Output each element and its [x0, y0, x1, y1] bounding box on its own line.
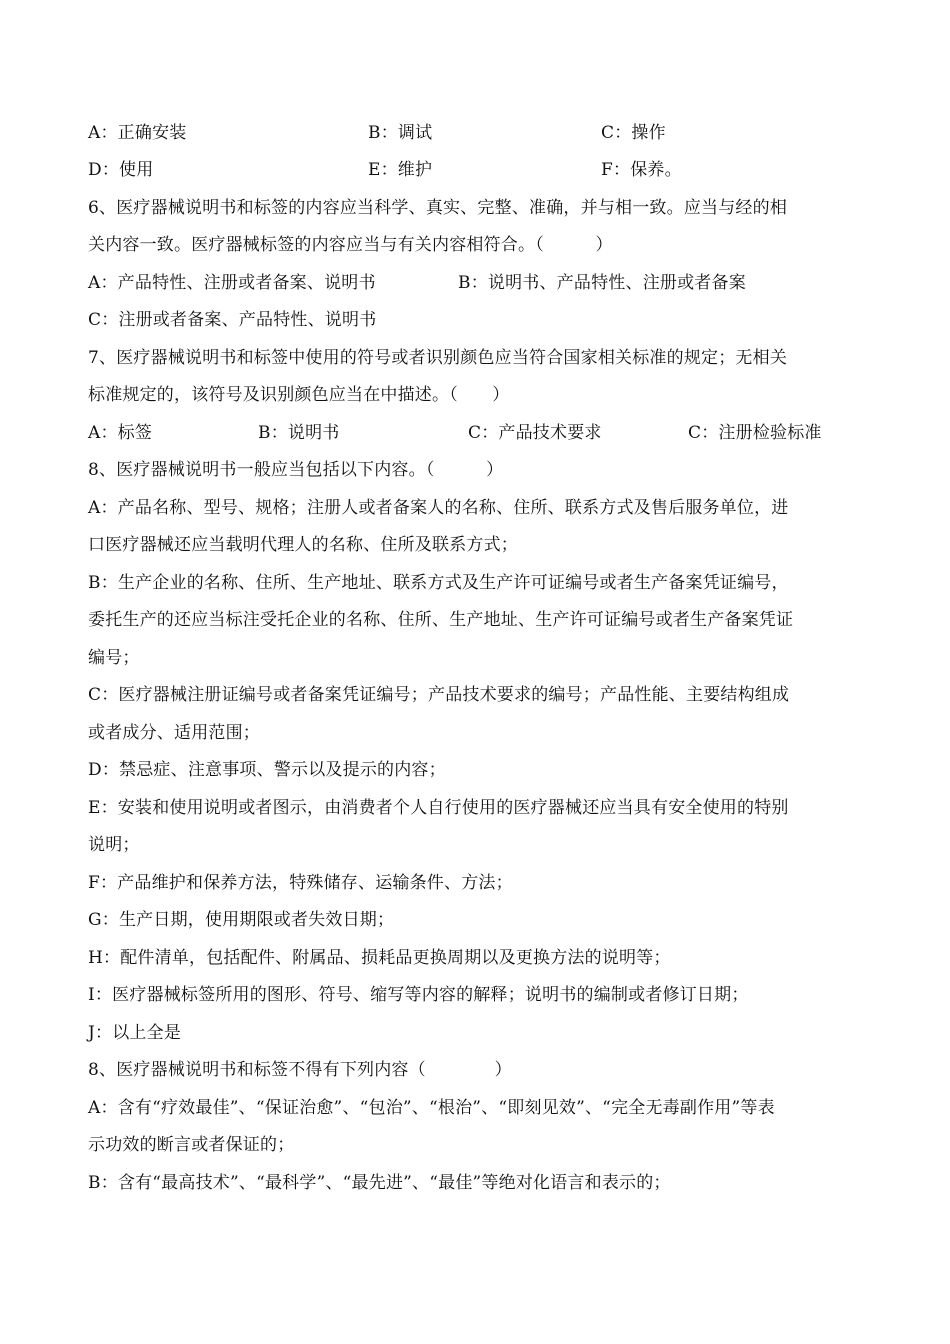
- q6-stem-line-2: 关内容一致。医疗器械标签的内容应当与有关内容相符合。（ ）: [88, 235, 613, 255]
- q8-stem: 8、医疗器械说明书一般应当包括以下内容。（ ）: [88, 460, 504, 480]
- q7-stem-line-1: 7、医疗器械说明书和标签中使用的符号或者识别颜色应当符合国家相关标准的规定；无相关: [88, 348, 788, 368]
- q6-option-a: A：产品特性、注册或者备案、说明书: [88, 273, 376, 293]
- q8-option-g: G：生产日期，使用期限或者失效日期；: [88, 910, 395, 930]
- q8-option-j: J：以上全是: [88, 1023, 182, 1043]
- q5-option-e: E：维护: [368, 160, 433, 180]
- q7-option-a: A：标签: [88, 423, 153, 443]
- q5-option-a: A：正确安装: [88, 123, 187, 143]
- q8b-option-a-line-2: 示功效的断言或者保证的；: [88, 1135, 295, 1155]
- q8-option-f: F：产品维护和保养方法，特殊储存、运输条件、方法；: [88, 873, 513, 893]
- q6-option-c: C：注册或者备案、产品特性、说明书: [88, 310, 377, 330]
- q8-option-e-line-1: E：安装和使用说明或者图示，由消费者个人自行使用的医疗器械还应当具有安全使用的特别: [88, 798, 789, 818]
- q8-option-c-line-1: C：医疗器械注册证编号或者备案凭证编号；产品技术要求的编号；产品性能、主要结构组成: [88, 685, 790, 705]
- q8-option-i: I：医疗器械标签所用的图形、符号、缩写等内容的解释；说明书的编制或者修订日期；: [88, 985, 749, 1005]
- q8b-option-a-line-1: A：含有“疗效最佳”、“保证治愈”、“包治”、“根治”、“即刻见效”、“完全无毒副作用”等表: [88, 1098, 775, 1118]
- q5-option-c: C：操作: [601, 123, 666, 143]
- q8b-option-b: B：含有“最高技术”、“最科学”、“最先进”、“最佳”等绝对化语言和表示的；: [88, 1173, 671, 1193]
- q5-option-d: D：使用: [88, 160, 154, 180]
- q8-option-h: H：配件清单，包括配件、附属品、损耗品更换周期以及更换方法的说明等；: [88, 948, 671, 968]
- q7-option-c: C：产品技术要求: [468, 423, 602, 443]
- q7-option-d: C：注册检验标准: [688, 423, 822, 443]
- q8-option-b-line-1: B：生产企业的名称、住所、生产地址、联系方式及生产许可证编号或者生产备案凭证编号，: [88, 573, 789, 593]
- q8-option-b-line-3: 编号；: [88, 648, 140, 668]
- q8-option-d: D：禁忌症、注意事项、警示以及提示的内容；: [88, 760, 446, 780]
- q8-option-c-line-2: 或者成分、适用范围；: [88, 723, 260, 743]
- q8b-stem: 8、医疗器械说明书和标签不得有下列内容（ ）: [88, 1060, 512, 1080]
- q5-option-b: B：调试: [368, 123, 433, 143]
- q8-option-a-line-2: 口医疗器械还应当载明代理人的名称、住所及联系方式；: [88, 535, 518, 555]
- q7-stem-line-2: 标准规定的，该符号及识别颜色应当在中描述。（ ）: [88, 385, 510, 405]
- q8-option-a-line-1: A：产品名称、型号、规格；注册人或者备案人的名称、住所、联系方式及售后服务单位，进: [88, 498, 789, 518]
- q6-stem-line-1: 6、医疗器械说明书和标签的内容应当科学、真实、完整、准确，并与相一致。应当与经的相: [88, 198, 788, 218]
- q7-option-b: B：说明书: [258, 423, 340, 443]
- q5-option-f: F：保养。: [601, 160, 682, 180]
- q8-option-b-line-2: 委托生产的还应当标注受托企业的名称、住所、生产地址、生产许可证编号或者生产备案凭证: [88, 610, 794, 630]
- q6-option-b: B：说明书、产品特性、注册或者备案: [458, 273, 746, 293]
- q8-option-e-line-2: 说明；: [88, 835, 140, 855]
